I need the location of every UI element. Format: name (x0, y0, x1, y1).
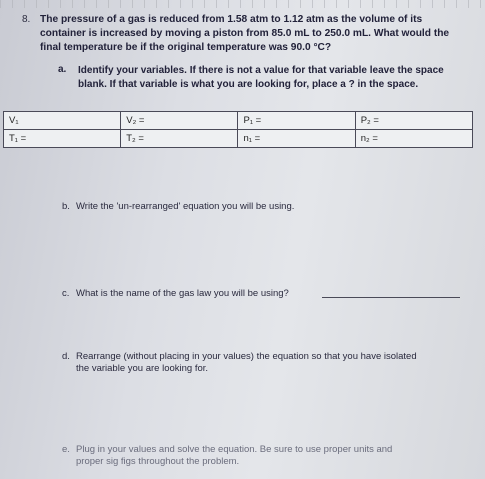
cell-n2[interactable]: n₂ = (355, 130, 472, 148)
part-e-line1: Plug in your values and solve the equation. Be sure to use proper units and (76, 444, 393, 455)
part-d-letter: d. (62, 351, 70, 362)
part-b-letter: b. (62, 201, 70, 212)
part-b-text: Write the 'un-rearranged' equation you will be using. (76, 201, 295, 212)
cell-v1[interactable]: V₁ (4, 112, 121, 130)
part-c-letter: c. (62, 288, 70, 299)
part-a-letter: a. (58, 64, 67, 75)
table-row (4, 130, 473, 148)
part-d (62, 351, 462, 375)
part-c (62, 288, 289, 299)
variables-table (3, 111, 473, 148)
part-d-line1: Rearrange (without placing in your values) the equation so that you have isolated (76, 351, 417, 362)
cell-p2[interactable]: P₂ = (355, 112, 472, 130)
cell-t2[interactable]: T₂ = (121, 130, 238, 148)
part-e-letter: e. (62, 444, 70, 455)
question-text: The pressure of a gas is reduced from 1.58 atm to 1.12 atm as the volume of its container is increased by moving a piston from 85.0 mL to 250.0 mL. What would the final temperature be if the original temperature was 90.0 °C? (40, 14, 450, 53)
answer-blank-line[interactable] (322, 297, 460, 298)
part-b (62, 201, 294, 212)
cell-v2[interactable]: V₂ = (121, 112, 238, 130)
part-e-line2: proper sig figs throughout the problem. (76, 456, 240, 467)
cell-p1[interactable]: P₁ = (238, 112, 355, 130)
question-number: 8. (22, 14, 31, 25)
cell-t1[interactable]: T₁ = (4, 130, 121, 148)
part-e (62, 444, 452, 468)
part-a-text: Identify your variables. If there is not a value for that variable leave the space blank. If that variable is what you are looking for, place a ? in the space. (78, 65, 444, 90)
part-c-text: What is the name of the gas law you will be using? (76, 288, 289, 299)
part-d-line2: the variable you are looking for. (76, 363, 209, 374)
table-row (4, 112, 473, 130)
cell-n1[interactable]: n₁ = (238, 130, 355, 148)
binder-edge (0, 0, 485, 8)
